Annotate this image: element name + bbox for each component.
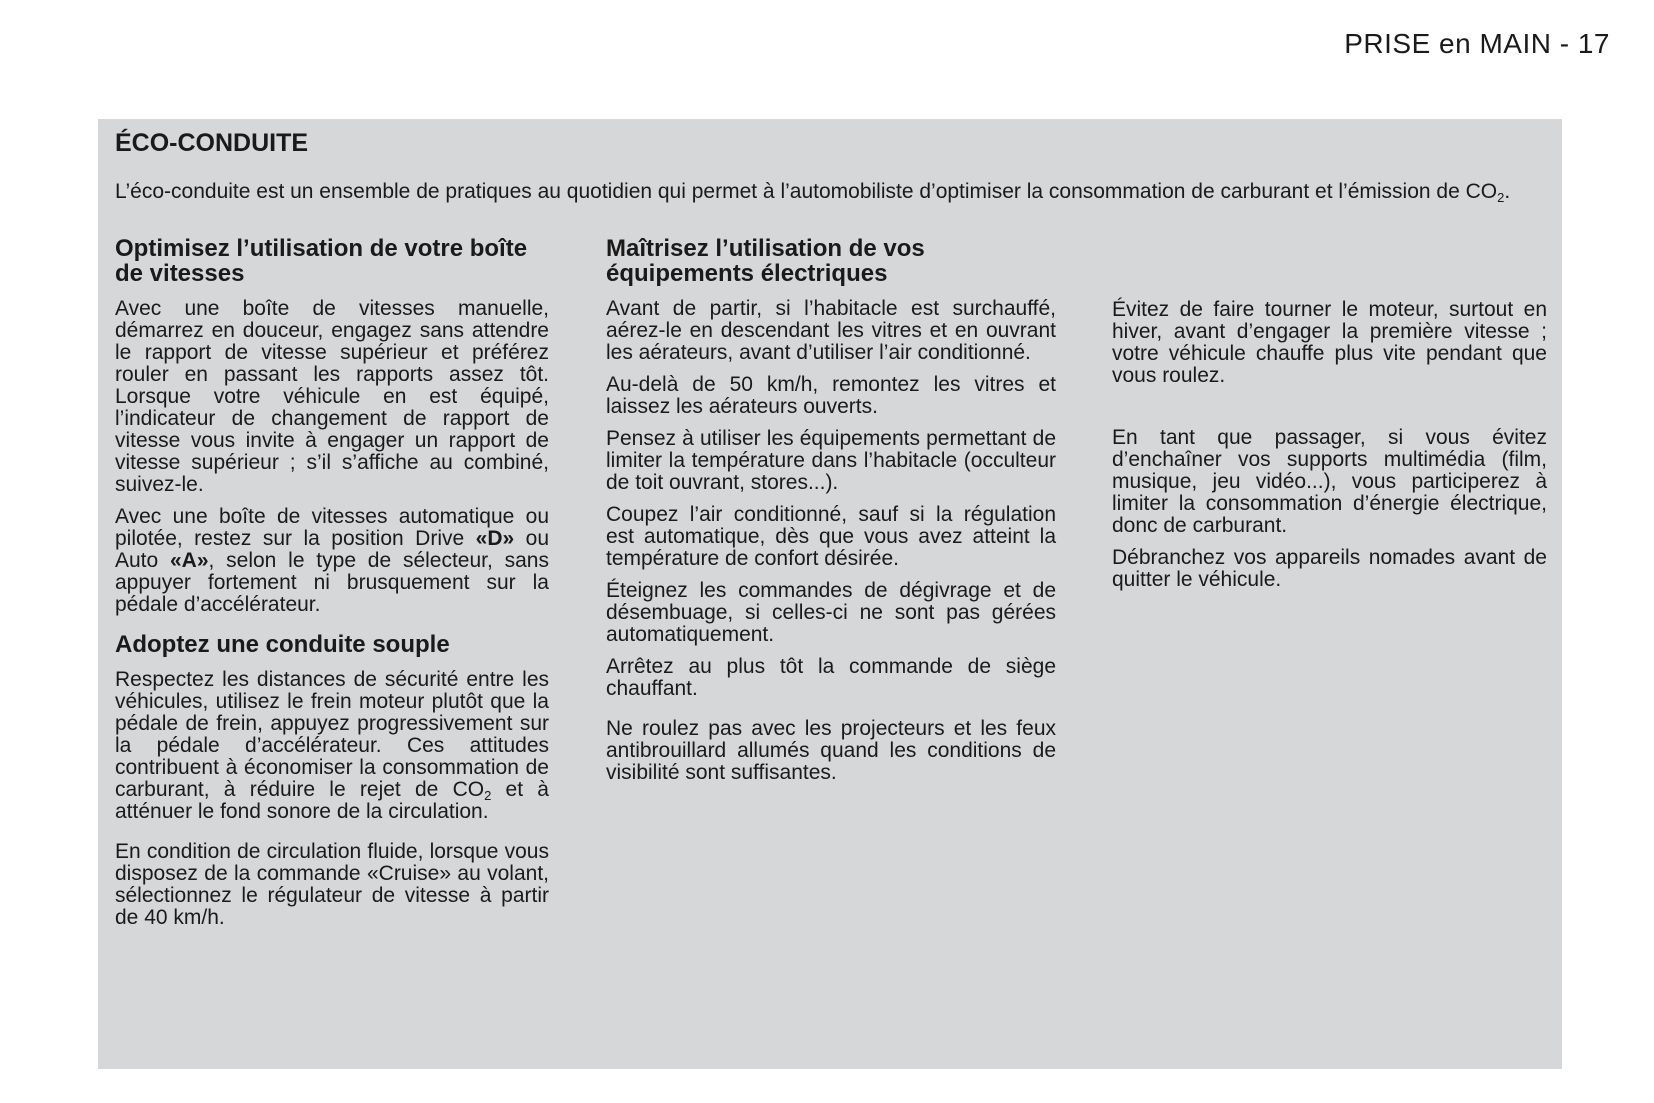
header-separator: - <box>1551 28 1578 59</box>
bold-drive: «D» <box>475 527 515 550</box>
column-other-tips <box>1112 299 1547 601</box>
intro-subscript: 2 <box>1497 190 1505 205</box>
co2-subscript: 2 <box>484 788 492 803</box>
intro-text: L’éco-conduite est un ensemble de pratiques au quotidien qui permet à l’automobiliste d’optimiser la consommation de carburant et l’émission de CO <box>115 180 1498 203</box>
paragraph-heated-seat: Arrêtez au plus tôt la commande de siège chauffant. <box>606 655 1056 700</box>
eco-driving-panel <box>98 119 1562 1069</box>
paragraph-safety-distances <box>115 669 549 823</box>
paragraph-air-conditioning: Coupez l’air conditionné, sauf si la régulation est automatique, dès que vous avez atteint la température de confort désirée. <box>606 503 1056 570</box>
paragraph-ventilate: Avant de partir, si l’habitacle est surchauffé, aérez-le en descendant les vitres et en ouvrant les aérateurs, avant d’utiliser l’air conditionné. <box>606 297 1056 364</box>
column-body <box>115 298 549 929</box>
paragraph-windows: Au-delà de 50 km/h, remontez les vitres et laissez les aérateurs ouverts. <box>606 373 1056 418</box>
page-number: 17 <box>1577 28 1610 59</box>
column-gearbox <box>115 236 549 939</box>
paragraph-manual-gearbox: Avec une boîte de vitesses manuelle, démarrez en douceur, engagez sans attendre le rapport de vitesse supérieur et préférez rouler en passant les rapports assez tôt. Lorsque votre véhicule en est équipé, l’indicateur de changement de rapport de vitesse vous invite à engager un rapport de vitesse supérieur ; s’il s’affiche au combiné, suivez-le. <box>115 297 549 496</box>
text-span: et à atténuer le fond sonore de la circulation. <box>115 778 549 823</box>
heading-smooth-driving: Adoptez une conduite souple <box>115 631 450 658</box>
paragraph-multimedia: En tant que passager, si vous évitez d’enchaîner vos supports multimédia (film, musique, jeu vidéo...), vous participerez à limiter la consommation d’énergie électrique, donc de carburant. <box>1112 426 1547 537</box>
intro-text-end: . <box>1504 180 1511 203</box>
column-electrical <box>606 236 1056 794</box>
text-span: ou Auto <box>115 527 550 572</box>
text-span: , selon le type de sélecteur, sans appuyer fortement ni brusquement sur la pédale d’accélérateur. <box>115 549 549 616</box>
paragraph-sunblind: Pensez à utiliser les équipements permettant de limiter la température dans l’habitacle (occulteur de toit ouvrant, stores...). <box>606 427 1056 494</box>
column-body <box>606 298 1056 784</box>
panel-title: ÉCO-CONDUITE <box>115 129 309 157</box>
heading-electrical: Maîtrisez l’utilisation de vos équipements électriques <box>606 235 925 287</box>
paragraph-automatic-gearbox <box>115 506 549 616</box>
paragraph-cruise-control: En condition de circulation fluide, lorsque vous disposez de la commande «Cruise» au volant, sélectionnez le régulateur de vitesse à partir de 40 km/h. <box>115 840 549 929</box>
page-header <box>1344 28 1610 60</box>
text-span: Avec une boîte de vitesses automatique ou pilotée, restez sur la position Drive <box>115 505 549 550</box>
heading-gearbox: Optimisez l’utilisation de votre boîte de vitesses <box>115 235 528 287</box>
section-title: PRISE en MAIN <box>1344 28 1552 59</box>
paragraph-headlights: Ne roulez pas avec les projecteurs et les feux antibrouillard allumés quand les conditions de visibilité sont suffisantes. <box>606 717 1056 784</box>
intro-paragraph <box>115 181 1547 203</box>
paragraph-unplug-devices: Débranchez vos appareils nomades avant de quitter le véhicule. <box>1112 546 1547 591</box>
text-span: Respectez les distances de sécurité entre les véhicules, utilisez le frein moteur plutôt que la pédale de frein, appuyez progressivement sur la pédale d’accélérateur. Ces attitudes contribuent à économiser la consommation de carburant, à réduire le rejet de CO <box>115 668 549 801</box>
paragraph-defrost: Éteignez les commandes de dégivrage et de désembuage, si celles-ci ne sont pas gérées automatiquement. <box>606 579 1056 646</box>
bold-auto: «A» <box>170 549 209 572</box>
paragraph-engine-idle: Évitez de faire tourner le moteur, surtout en hiver, avant d’engager la première vitesse ; votre véhicule chauffe plus vite pendant que vous roulez. <box>1112 298 1547 387</box>
